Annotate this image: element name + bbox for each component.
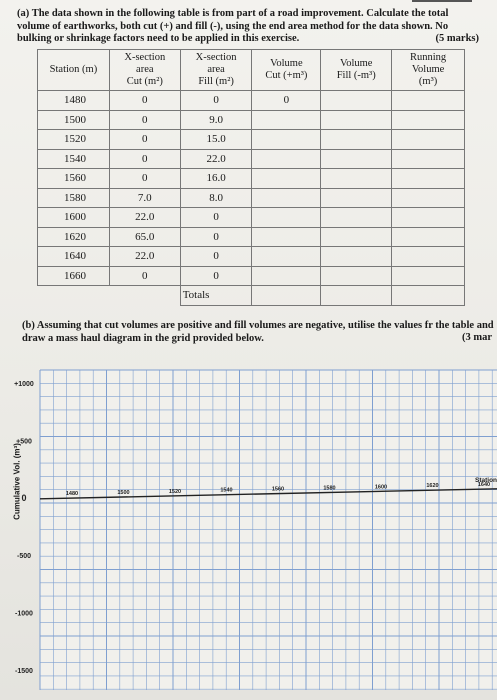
running-volume-cell[interactable] [392, 91, 465, 111]
station-cell[interactable]: 1600 [38, 208, 110, 228]
grid-background [40, 370, 497, 690]
table-row [38, 188, 465, 208]
station-cell[interactable]: 1580 [38, 188, 110, 208]
volume-cut-cell[interactable] [252, 208, 321, 228]
station-cell[interactable]: 1520 [38, 130, 110, 150]
running-volume-cell[interactable] [392, 169, 465, 189]
question-b [22, 320, 497, 345]
table-row [38, 227, 465, 247]
volume-fill-cell[interactable] [321, 227, 392, 247]
cut-area-cell[interactable]: 22.0 [109, 247, 180, 267]
y-tick-label: 0 [21, 492, 27, 503]
question-a [17, 8, 479, 46]
totals-running[interactable] [392, 286, 465, 306]
totals-spacer [38, 286, 181, 306]
table-header-row [38, 50, 465, 91]
fill-area-cell[interactable]: 16.0 [180, 169, 252, 189]
volume-cut-cell[interactable]: 0 [252, 91, 321, 111]
cut-area-cell[interactable]: 65.0 [109, 227, 180, 247]
mass-haul-chart [0, 360, 497, 700]
table-row [38, 208, 465, 228]
x-tick-label: 1540 [220, 487, 233, 494]
running-volume-cell[interactable] [392, 110, 465, 130]
volume-fill-cell[interactable] [321, 247, 392, 267]
x-tick-label: 1640 [477, 482, 491, 489]
question-b-label: (b) [22, 320, 35, 331]
volume-fill-cell[interactable] [321, 266, 392, 286]
cut-area-cell[interactable]: 0 [109, 149, 180, 169]
running-volume-cell[interactable] [392, 130, 465, 150]
cut-area-cell[interactable]: 0 [109, 266, 180, 286]
station-cell[interactable]: 1500 [38, 110, 110, 130]
running-volume-cell[interactable] [392, 227, 465, 247]
cut-area-cell[interactable]: 0 [109, 130, 180, 150]
totals-label: Totals [180, 286, 252, 306]
running-volume-cell[interactable] [392, 188, 465, 208]
header-station: Station (m) [38, 50, 110, 91]
volume-fill-cell[interactable] [321, 188, 392, 208]
header-fill-area: X-section area Fill (m²) [180, 50, 252, 91]
table-row [38, 266, 465, 286]
fill-area-cell[interactable]: 15.0 [180, 130, 252, 150]
fill-area-cell[interactable]: 9.0 [180, 110, 252, 130]
cut-area-cell[interactable]: 0 [109, 110, 180, 130]
x-tick-label: 1600 [374, 484, 388, 491]
volume-cut-cell[interactable] [252, 130, 321, 150]
volume-fill-cell[interactable] [321, 169, 392, 189]
station-cell[interactable]: 1660 [38, 266, 110, 286]
volume-fill-cell[interactable] [321, 149, 392, 169]
y-tick-label: -1000 [15, 610, 33, 618]
header-volume-cut: Volume Cut (+m³) [252, 50, 321, 91]
y-tick-label: +500 [16, 438, 32, 446]
volume-fill-cell[interactable] [321, 208, 392, 228]
x-tick-label: 1580 [323, 485, 336, 492]
fill-area-cell[interactable]: 0 [180, 266, 252, 286]
running-volume-cell[interactable] [392, 208, 465, 228]
question-a-marks: (5 marks) [435, 33, 479, 44]
volume-cut-cell[interactable] [252, 188, 321, 208]
y-tick-label: -500 [16, 553, 32, 561]
totals-volume-cut[interactable] [252, 286, 321, 306]
x-tick-label: 1560 [271, 486, 285, 493]
volume-fill-cell[interactable] [321, 110, 392, 130]
volume-fill-cell[interactable] [321, 130, 392, 150]
running-volume-cell[interactable] [392, 149, 465, 169]
table-row [38, 110, 465, 130]
x-axis-label: Station [474, 476, 497, 484]
question-b-marks: (3 mar [462, 332, 493, 343]
fill-area-cell[interactable]: 0 [180, 91, 252, 111]
table-row [38, 169, 465, 189]
y-tick-label: +1000 [14, 381, 34, 388]
header-cut-area: X-section area Cut (m²) [109, 50, 180, 91]
header-volume-fill: Volume Fill (-m³) [321, 50, 392, 91]
table-row [38, 91, 465, 111]
y-tick-label: -1500 [15, 668, 33, 675]
x-tick-label: 1620 [426, 483, 439, 490]
x-tick-label: 1500 [117, 489, 130, 496]
fill-area-cell[interactable]: 0 [180, 227, 252, 247]
question-a-text: The data shown in the following table is from part of a road improvement. Calculate the total volume of earthworks, both cut (+) and fill (-), using the end area method for the data shown. No bulking or shrinkage factors need to be applied in this exercise. [17, 8, 449, 44]
volume-cut-cell[interactable] [252, 169, 321, 189]
cut-area-cell[interactable]: 7.0 [109, 188, 180, 208]
station-cell[interactable]: 1620 [38, 227, 110, 247]
fill-area-cell[interactable]: 0 [180, 247, 252, 267]
mass-haul-grid [0, 360, 497, 700]
volume-cut-cell[interactable] [252, 110, 321, 130]
station-cell[interactable]: 1540 [38, 149, 110, 169]
table-row [38, 130, 465, 150]
y-axis-label: Cumulative Vol. (m³) [12, 443, 22, 520]
running-volume-cell[interactable] [392, 247, 465, 267]
cut-area-cell[interactable]: 0 [109, 169, 180, 189]
volume-cut-cell[interactable] [252, 227, 321, 247]
station-cell[interactable]: 1640 [38, 247, 110, 267]
volume-fill-cell[interactable] [321, 91, 392, 111]
question-b-text: Assuming that cut volumes are positive and fill volumes are negative, utilise the values fr the table and draw a mass haul diagram in the grid provided below. [22, 320, 494, 344]
table-row [38, 247, 465, 267]
table-row [38, 149, 465, 169]
x-tick-label: 1520 [168, 488, 182, 495]
x-tick-label: 1480 [65, 491, 79, 498]
top-edge-mark [412, 0, 472, 6]
earthworks-table [37, 49, 465, 306]
station-cell[interactable]: 1560 [38, 169, 110, 189]
fill-area-cell[interactable]: 22.0 [180, 149, 252, 169]
question-a-label: (a) [17, 8, 30, 19]
fill-area-cell[interactable]: 8.0 [180, 188, 252, 208]
header-running-volume: Running Volume (m³) [392, 50, 465, 91]
totals-volume-fill[interactable] [321, 286, 392, 306]
volume-cut-cell[interactable] [252, 266, 321, 286]
volume-cut-cell[interactable] [252, 149, 321, 169]
running-volume-cell[interactable] [392, 266, 465, 286]
totals-row [38, 286, 465, 306]
station-cell[interactable]: 1480 [38, 91, 110, 111]
cut-area-cell[interactable]: 0 [109, 91, 180, 111]
fill-area-cell[interactable]: 0 [180, 208, 252, 228]
volume-cut-cell[interactable] [252, 247, 321, 267]
cut-area-cell[interactable]: 22.0 [109, 208, 180, 228]
